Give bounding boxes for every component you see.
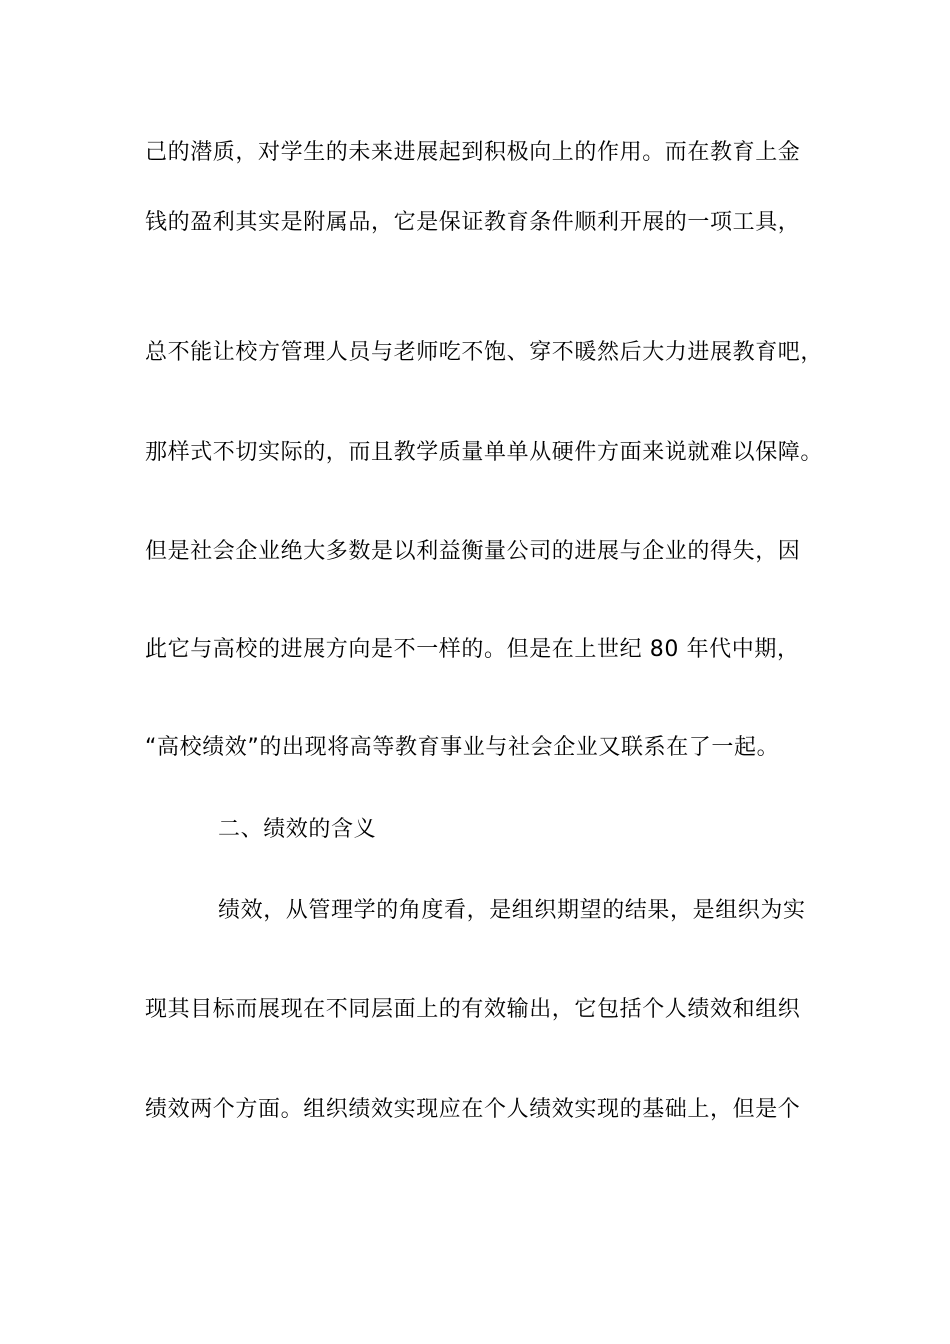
paragraph-line: 钱的盈利其实是附属品，它是保证教育条件顺利开展的一项工具， <box>145 210 801 235</box>
paragraph-line: 绩效两个方面。组织绩效实现应在个人绩效实现的基础上，但是个 <box>145 1097 801 1122</box>
section-heading: 二、绩效的含义 <box>218 817 377 842</box>
paragraph-line: 此它与高校的进展方向是不一样的。但是在上世纪 80 年代中期， <box>145 637 800 662</box>
paragraph-line: 现其目标而展现在不同层面上的有效输出，它包括个人绩效和组织 <box>145 997 801 1022</box>
paragraph-line: “高校绩效”的出现将高等教育事业与社会企业又联系在了一起。 <box>145 735 780 760</box>
paragraph-line: 但是社会企业绝大多数是以利益衡量公司的进展与企业的得失，因 <box>145 539 801 564</box>
paragraph-line: 绩效，从管理学的角度看，是组织期望的结果，是组织为实 <box>218 898 806 923</box>
paragraph-line: 那样式不切实际的，而且教学质量单单从硬件方面来说就难以保障。 <box>145 440 824 465</box>
paragraph-line: 总不能让校方管理人员与老师吃不饱、穿不暖然后大力进展教育吧， <box>145 340 824 365</box>
paragraph-line: 己的潜质，对学生的未来进展起到积极向上的作用。而在教育上金 <box>145 140 801 165</box>
